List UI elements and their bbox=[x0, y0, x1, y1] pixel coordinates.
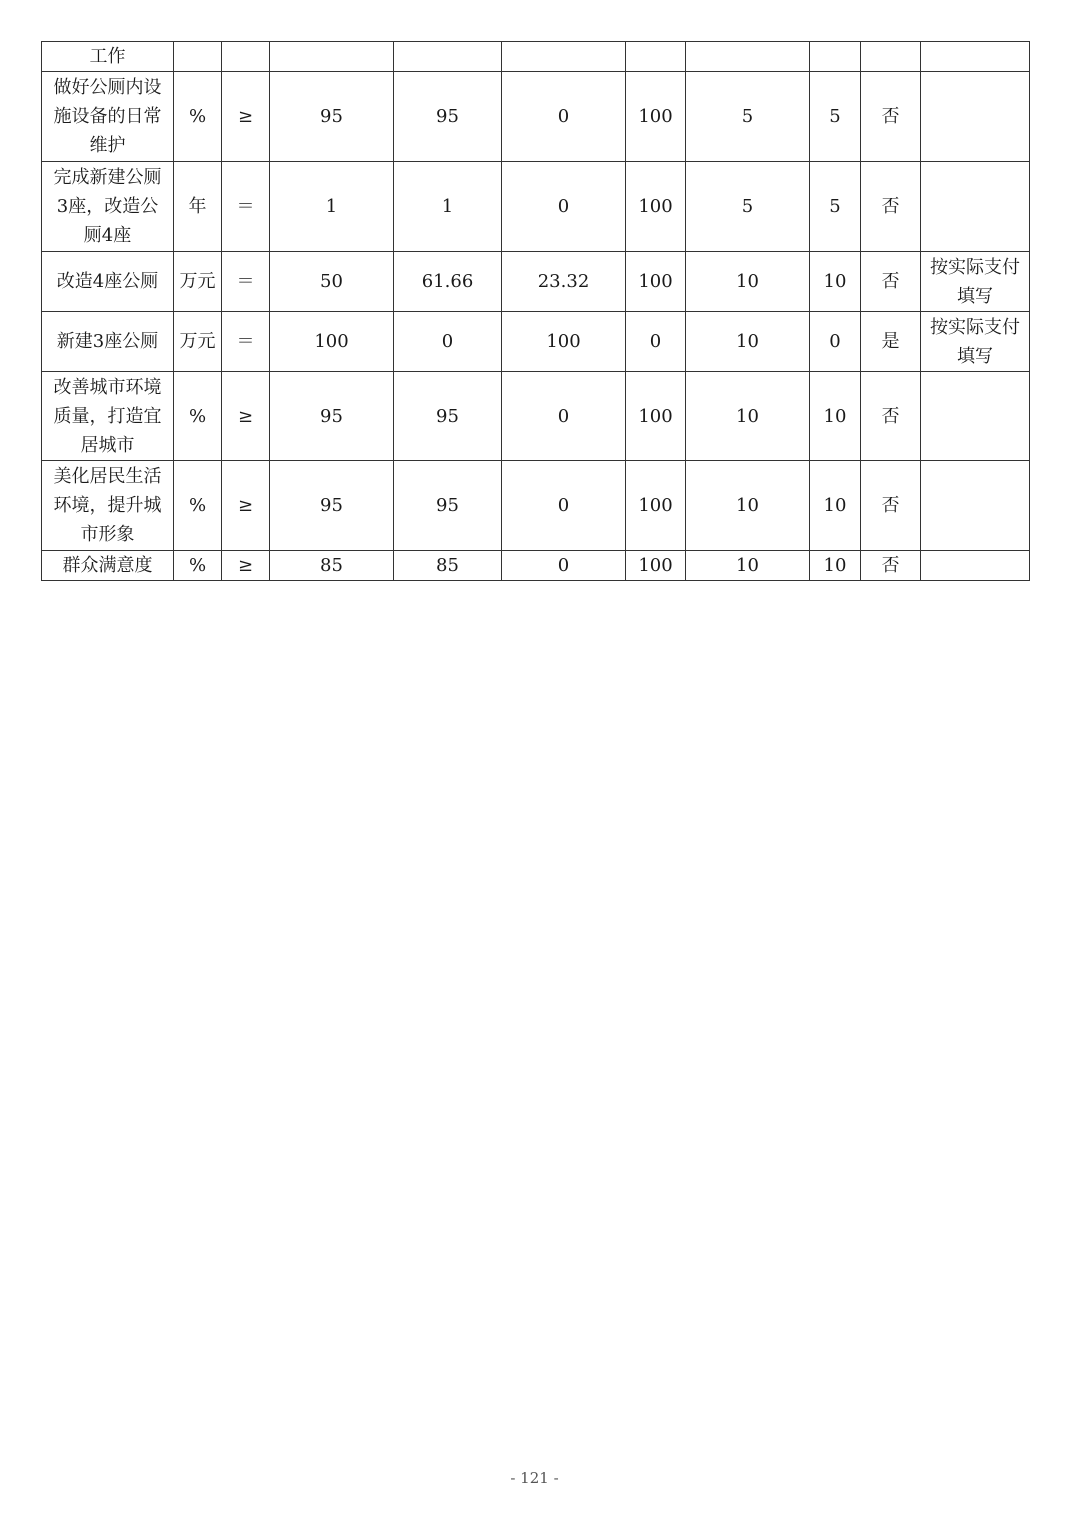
completion-cell: 0 bbox=[626, 312, 686, 372]
operator-cell: ＝ bbox=[222, 312, 270, 372]
deviated-flag-cell: 是 bbox=[861, 312, 921, 372]
weight-cell: 10 bbox=[686, 372, 810, 461]
unit-cell: % bbox=[174, 372, 222, 461]
score-cell: 10 bbox=[810, 372, 861, 461]
remark-cell bbox=[921, 461, 1030, 551]
unit-cell: % bbox=[174, 551, 222, 581]
table-row bbox=[42, 312, 1030, 372]
target-value-cell: 85 bbox=[270, 551, 394, 581]
target-value-cell: 50 bbox=[270, 252, 394, 312]
score-cell: 10 bbox=[810, 551, 861, 581]
actual-value-cell: 95 bbox=[394, 461, 502, 551]
score-cell: 5 bbox=[810, 72, 861, 162]
indicator-cell: 工作 bbox=[42, 42, 174, 72]
indicator-cell: 改善城市环境质量，打造宜居城市 bbox=[42, 372, 174, 461]
operator-cell: ＝ bbox=[222, 252, 270, 312]
indicator-cell: 改造4座公厕 bbox=[42, 252, 174, 312]
deviation-cell: 23.32 bbox=[502, 252, 626, 312]
actual-value-cell bbox=[394, 42, 502, 72]
table-row bbox=[42, 162, 1030, 252]
target-value-cell: 95 bbox=[270, 461, 394, 551]
indicator-cell: 做好公厕内设施设备的日常维护 bbox=[42, 72, 174, 162]
remark-cell bbox=[921, 162, 1030, 252]
unit-cell: 年 bbox=[174, 162, 222, 252]
score-cell: 5 bbox=[810, 162, 861, 252]
completion-cell: 100 bbox=[626, 372, 686, 461]
deviated-flag-cell: 否 bbox=[861, 162, 921, 252]
unit-cell: 万元 bbox=[174, 312, 222, 372]
operator-cell: ≥ bbox=[222, 461, 270, 551]
target-value-cell bbox=[270, 42, 394, 72]
weight-cell: 10 bbox=[686, 312, 810, 372]
remark-cell bbox=[921, 372, 1030, 461]
deviation-cell: 0 bbox=[502, 162, 626, 252]
weight-cell bbox=[686, 42, 810, 72]
deviated-flag-cell: 否 bbox=[861, 252, 921, 312]
target-value-cell: 95 bbox=[270, 72, 394, 162]
page-number: - 121 - bbox=[510, 1469, 559, 1487]
deviation-cell: 0 bbox=[502, 372, 626, 461]
actual-value-cell: 1 bbox=[394, 162, 502, 252]
score-cell: 0 bbox=[810, 312, 861, 372]
table-row bbox=[42, 42, 1030, 72]
table-row bbox=[42, 372, 1030, 461]
remark-cell bbox=[921, 72, 1030, 162]
completion-cell: 100 bbox=[626, 162, 686, 252]
unit-cell: 万元 bbox=[174, 252, 222, 312]
deviated-flag-cell: 否 bbox=[861, 372, 921, 461]
deviation-cell: 0 bbox=[502, 72, 626, 162]
deviation-cell bbox=[502, 42, 626, 72]
operator-cell: ≥ bbox=[222, 72, 270, 162]
completion-cell: 100 bbox=[626, 72, 686, 162]
remark-cell: 按实际支付填写 bbox=[921, 252, 1030, 312]
remark-cell: 按实际支付填写 bbox=[921, 312, 1030, 372]
actual-value-cell: 95 bbox=[394, 372, 502, 461]
weight-cell: 5 bbox=[686, 162, 810, 252]
indicator-cell: 新建3座公厕 bbox=[42, 312, 174, 372]
weight-cell: 10 bbox=[686, 252, 810, 312]
deviated-flag-cell bbox=[861, 42, 921, 72]
deviated-flag-cell: 否 bbox=[861, 461, 921, 551]
operator-cell: ≥ bbox=[222, 372, 270, 461]
deviation-cell: 0 bbox=[502, 461, 626, 551]
deviation-cell: 0 bbox=[502, 551, 626, 581]
completion-cell: 100 bbox=[626, 252, 686, 312]
weight-cell: 5 bbox=[686, 72, 810, 162]
score-cell: 10 bbox=[810, 252, 861, 312]
actual-value-cell: 0 bbox=[394, 312, 502, 372]
deviated-flag-cell: 否 bbox=[861, 72, 921, 162]
remark-cell bbox=[921, 551, 1030, 581]
score-cell: 10 bbox=[810, 461, 861, 551]
performance-indicator-table bbox=[41, 41, 1030, 581]
indicator-cell: 群众满意度 bbox=[42, 551, 174, 581]
table-row bbox=[42, 551, 1030, 581]
score-cell bbox=[810, 42, 861, 72]
remark-cell bbox=[921, 42, 1030, 72]
completion-cell: 100 bbox=[626, 461, 686, 551]
actual-value-cell: 95 bbox=[394, 72, 502, 162]
operator-cell: ＝ bbox=[222, 162, 270, 252]
deviation-cell: 100 bbox=[502, 312, 626, 372]
actual-value-cell: 85 bbox=[394, 551, 502, 581]
weight-cell: 10 bbox=[686, 461, 810, 551]
actual-value-cell: 61.66 bbox=[394, 252, 502, 312]
deviated-flag-cell: 否 bbox=[861, 551, 921, 581]
operator-cell bbox=[222, 42, 270, 72]
indicator-cell: 完成新建公厕3座，改造公厕4座 bbox=[42, 162, 174, 252]
completion-cell: 100 bbox=[626, 551, 686, 581]
unit-cell: % bbox=[174, 461, 222, 551]
operator-cell: ≥ bbox=[222, 551, 270, 581]
table-row bbox=[42, 72, 1030, 162]
target-value-cell: 100 bbox=[270, 312, 394, 372]
target-value-cell: 1 bbox=[270, 162, 394, 252]
table-row bbox=[42, 252, 1030, 312]
table-row bbox=[42, 461, 1030, 551]
weight-cell: 10 bbox=[686, 551, 810, 581]
unit-cell bbox=[174, 42, 222, 72]
completion-cell bbox=[626, 42, 686, 72]
target-value-cell: 95 bbox=[270, 372, 394, 461]
indicator-cell: 美化居民生活环境，提升城市形象 bbox=[42, 461, 174, 551]
unit-cell: % bbox=[174, 72, 222, 162]
